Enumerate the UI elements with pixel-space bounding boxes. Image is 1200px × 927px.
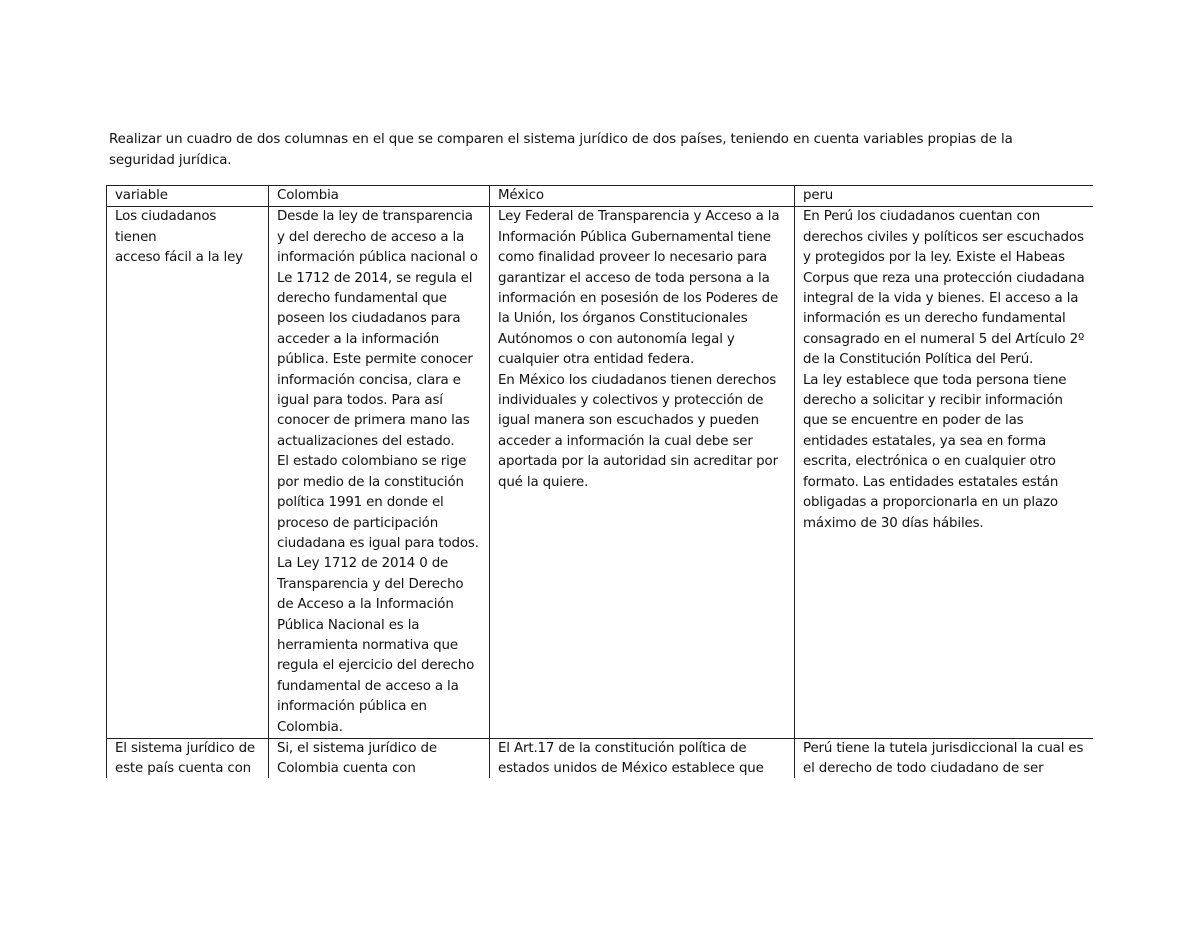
comparison-table — [106, 185, 1093, 778]
cell-variable — [107, 738, 269, 778]
table-header-row — [107, 186, 1094, 207]
header-mexico: México — [490, 186, 795, 207]
cell-peru-text: Perú tiene la tutela jurisdiccional la cual es el derecho de todo ciudadano de ser — [803, 740, 1084, 777]
cell-mexico-text: Ley Federal de Transparencia y Acceso a la Información Pública Gubernamental tiene como finalidad proveer lo necesario para garantizar el acceso de toda persona a la información en posesión de los Poderes de la Unión, los órganos Constitucionales Autónomos o con autonomía legal y cualquier otra entidad federa. En México los ciudadanos tienen derechos individuales y colectivos y protección de igual manera son escuchados y pueden acceder a información la cual debe ser aportada por la autoridad sin acreditar por qué la quiere. — [498, 209, 780, 490]
table-row — [107, 738, 1094, 778]
cell-variable-text: El sistema jurídico de este país cuenta con — [115, 740, 256, 777]
cell-colombia-text: Desde la ley de transparencia y del derecho de acceso a la información pública nacional o Le 1712 de 2014, se regula el derecho fundamental que poseen los ciudadanos para acceder a la información pública. Este permite conocer información concisa, clara e igual para todos. Para así conocer de primera mano las actualizaciones del estado. El estado colombiano se rige por medio de la constitución política 1991 en donde el proceso de participación ciudadana es igual para todos. La Ley 1712 de 2014 0 de Transparencia y del Derecho de Acceso a la Información Pública Nacional es la herramienta normativa que regula el ejercicio del derecho fundamental de acceso a la información pública en Colombia. — [277, 209, 479, 735]
comparison-table-container — [106, 185, 1093, 778]
cell-variable-text: Los ciudadanos tienen acceso fácil a la ley — [115, 209, 243, 266]
header-peru: peru — [795, 186, 1094, 207]
table-row — [107, 207, 1094, 739]
instructions-paragraph: Realizar un cuadro de dos columnas en el que se comparen el sistema jurídico de dos países, teniendo en cuenta variables propias de la seguridad jurídica. — [109, 132, 1013, 168]
header-variable: variable — [107, 186, 269, 207]
cell-mexico-text: El Art.17 de la constitución política de estados unidos de México establece que — [498, 740, 764, 777]
cell-mexico — [490, 207, 795, 739]
cell-peru-text: En Perú los ciudadanos cuentan con derechos civiles y políticos ser escuchados y protegidos por la ley. Existe el Habeas Corpus que reza una protección ciudadana integral de la vida y bienes. El acceso a la información es un derecho fundamental consagrado en el numeral 5 del Artículo 2º de la Constitución Política del Perú. La ley establece que toda persona tiene derecho a solicitar y recibir información que se encuentre en poder de las entidades estatales, ya sea en forma escrita, electrónica o en cualquier otro formato. Las entidades estatales están obligadas a proporcionarla en un plazo máximo de 30 días hábiles. — [803, 209, 1085, 531]
cell-colombia — [269, 738, 490, 778]
cell-colombia-text: Si, el sistema jurídico de Colombia cuenta con — [277, 740, 437, 777]
header-colombia: Colombia — [269, 186, 490, 207]
cell-variable — [107, 207, 269, 739]
cell-mexico — [490, 738, 795, 778]
cell-colombia — [269, 207, 490, 739]
cell-peru — [795, 738, 1094, 778]
cell-peru — [795, 207, 1094, 739]
